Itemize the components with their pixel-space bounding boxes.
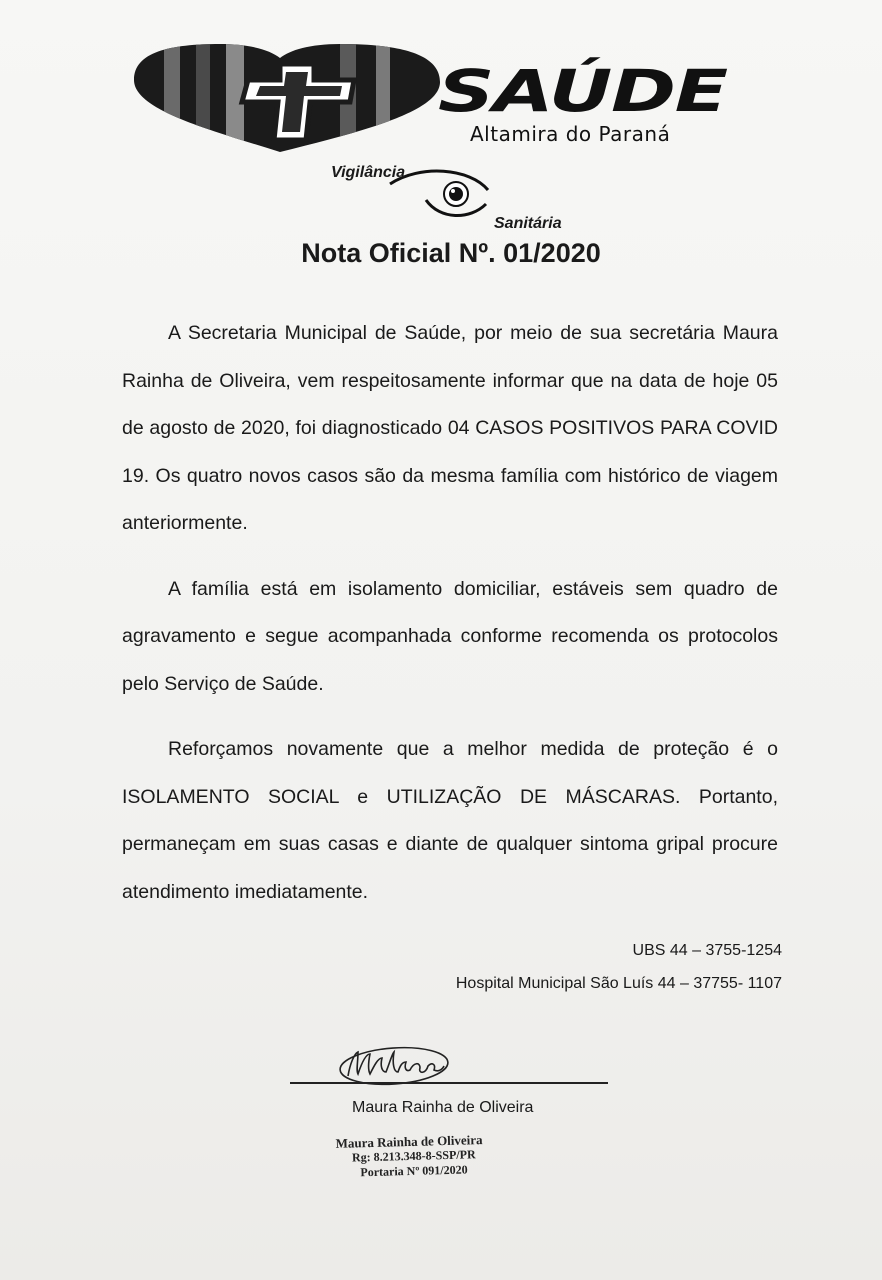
page-title: Nota Oficial Nº. 01/2020	[301, 238, 601, 268]
contact-hospital: Hospital Municipal São Luís 44 – 37755- 1107	[455, 975, 782, 992]
contacts-block	[456, 934, 782, 1000]
paragraph-2: A família está em isolamento domiciliar, estáveis sem quadro de agravamento e segue acompanhada conforme recomenda os protocolos pelo Serviço de Saúde.	[122, 577, 778, 695]
vigilancia-label: Vigilância	[331, 164, 406, 181]
stamp-name: Maura Rainha de Oliveira	[335, 1132, 483, 1151]
stamp-portaria: Portaria Nº 091/2020	[360, 1162, 468, 1180]
official-stamp	[335, 1132, 483, 1181]
contact-ubs: UBS 44 – 3755-1254	[632, 942, 782, 959]
body-text	[122, 310, 778, 916]
paragraph-1: A Secretaria Municipal de Saúde, por meio de sua secretária Maura Rainha de Oliveira, vem respeitosamente informar que na data de hoje 05 de agosto de 2020, foi diagnosticado 04 CASOS POSITIVOS PARA COVID 19. Os quatro novos casos são da mesma família com histórico de viagem anteriormente.	[122, 322, 778, 534]
logo-title: SAÚDE	[438, 57, 727, 125]
handwritten-signature	[336, 1040, 456, 1088]
logo-subtitle: Altamira do Paraná	[470, 122, 671, 146]
paragraph-3: Reforçamos novamente que a melhor medida de proteção é o ISOLAMENTO SOCIAL e UTILIZAÇÃO DE MÁSCARAS. Portanto, permaneçam em suas casas e diante de qualquer sintoma gripal procure atendimento imediatamente.	[122, 738, 778, 903]
sanitaria-label: Sanitária	[494, 215, 562, 232]
signatory-name: Maura Rainha de Oliveira	[352, 1099, 534, 1116]
stamp-rg: Rg: 8.213.348-8-SSP/PR	[351, 1147, 476, 1165]
signature-line	[290, 1082, 608, 1084]
